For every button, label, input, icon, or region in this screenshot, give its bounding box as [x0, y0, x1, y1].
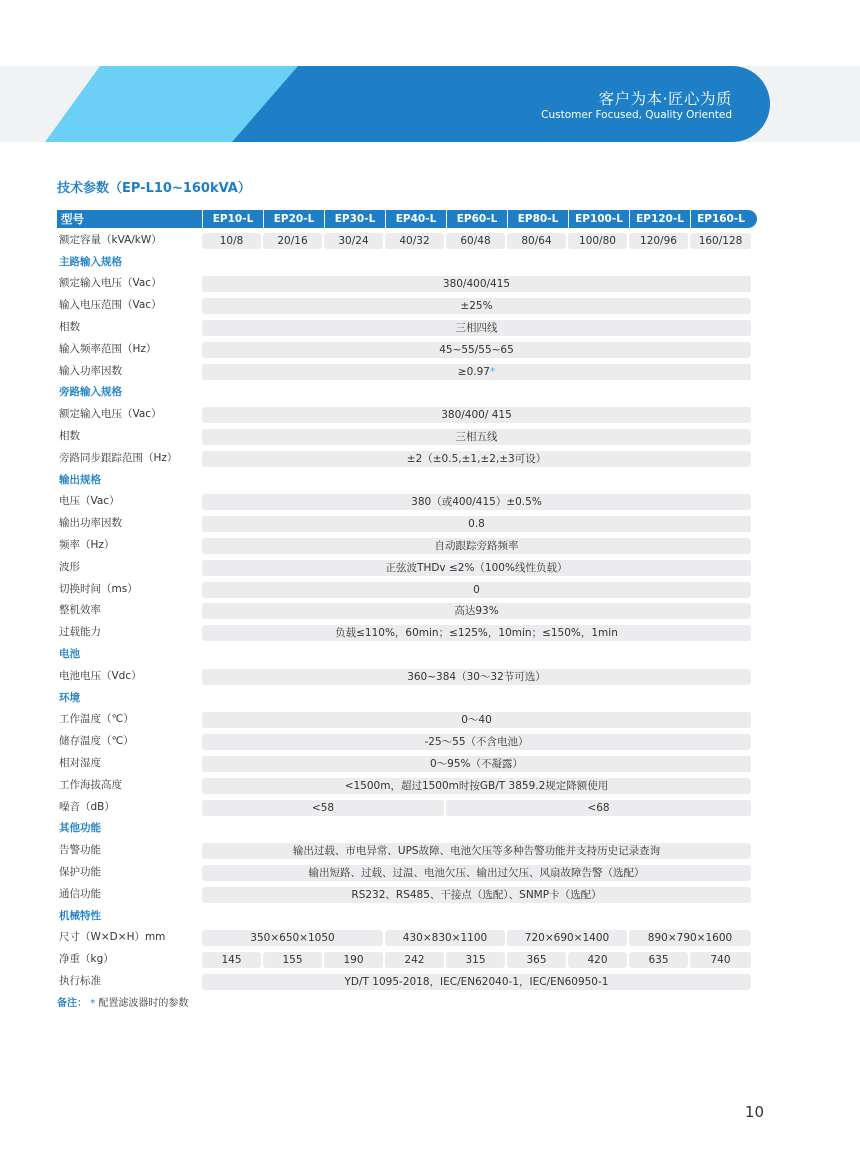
table-row: [57, 971, 757, 993]
model-header: EP10-L: [202, 210, 263, 228]
category-label: 主路输入规格: [59, 255, 122, 268]
row-label: 电压（Vac）: [59, 495, 120, 508]
row-label: 储存温度（℃）: [59, 735, 134, 748]
row-label: 整机效率: [59, 604, 101, 617]
row-label: 波形: [59, 560, 80, 573]
table-cell: 60/48: [446, 233, 505, 249]
table-cell: 430×830×1100: [385, 930, 505, 946]
banner-title: 客户为本·匠心为质: [598, 90, 732, 108]
category-row: [57, 644, 757, 666]
row-label: 净重（kg）: [59, 953, 114, 966]
table-row: [57, 317, 757, 339]
row-label: 额定输入电压（Vac）: [59, 408, 162, 421]
row-label: 相数: [59, 320, 80, 333]
table-cell: 190: [324, 952, 383, 968]
table-cell: 0.8: [202, 516, 751, 532]
table-cell: 三相五线: [202, 429, 751, 445]
table-cell: 120/96: [629, 233, 688, 249]
category-label: 其他功能: [59, 822, 101, 835]
table-cell: 380/400/ 415: [202, 407, 751, 423]
row-label: 通信功能: [59, 887, 101, 900]
row-label: 切换时间（ms）: [59, 582, 138, 595]
table-row: [57, 927, 757, 949]
table-cell: 360~384（30～32节可选）: [202, 669, 751, 685]
table-cell: 740: [690, 952, 751, 968]
section-title: 技术参数（EP-L10~160kVA）: [57, 181, 251, 196]
header-model-label: 型号: [61, 212, 84, 226]
table-cell: 20/16: [263, 233, 322, 249]
row-label: 输入电压范围（Vac）: [59, 299, 162, 312]
table-cell: 890×790×1600: [629, 930, 751, 946]
table-cell: 160/128: [690, 233, 751, 249]
table-cell: 720×690×1400: [507, 930, 627, 946]
row-label: 额定输入电压（Vac）: [59, 277, 162, 290]
model-header: EP160-L: [690, 210, 751, 228]
table-row: [57, 884, 757, 906]
row-label: 输出功率因数: [59, 517, 122, 530]
row-label: 过载能力: [59, 626, 101, 639]
table-cell: RS232、RS485、干接点（选配）、SNMP卡（选配）: [202, 887, 751, 903]
table-cell: 635: [629, 952, 688, 968]
banner-subtitle: Customer Focused, Quality Oriented: [541, 109, 732, 121]
table-cell: 负载≤110%，60min；≤125%，10min；≤150%，1min: [202, 625, 751, 641]
table-row: [57, 775, 757, 797]
category-label: 输出规格: [59, 473, 101, 486]
row-label: 额定容量（kVA/kW）: [59, 233, 162, 246]
table-cell: 45~55/55~65: [202, 342, 751, 358]
table-row: [57, 339, 757, 361]
table-cell: 155: [263, 952, 322, 968]
table-cell: 242: [385, 952, 444, 968]
table-row: [57, 295, 757, 317]
table-row: [57, 579, 757, 601]
table-cell: <58: [202, 800, 444, 816]
table-row: [57, 709, 757, 731]
table-cell: [202, 364, 751, 380]
table-cell: 80/64: [507, 233, 566, 249]
row-label: 电池电压（Vdc）: [59, 669, 142, 682]
table-row: [57, 557, 757, 579]
category-label: 环境: [59, 691, 80, 704]
page-number: 10: [744, 1103, 764, 1121]
category-row: [57, 818, 757, 840]
row-label: 相对湿度: [59, 756, 101, 769]
table-row: [57, 797, 757, 819]
table-row: [57, 361, 757, 383]
footnote-marker: *: [90, 998, 96, 1009]
category-row: [57, 470, 757, 492]
row-label: 保护功能: [59, 865, 101, 878]
row-label: 相数: [59, 429, 80, 442]
cell-value: ≥0.97: [457, 365, 490, 378]
category-label: 旁路输入规格: [59, 386, 122, 399]
table-header-row: [57, 208, 757, 230]
model-header: EP40-L: [385, 210, 446, 228]
footnote-marker: *: [489, 365, 496, 378]
row-label: 工作温度（℃）: [59, 713, 134, 726]
table-cell: 365: [507, 952, 566, 968]
category-label: 机械特性: [59, 909, 101, 922]
table-cell: -25～55（不含电池）: [202, 734, 751, 750]
table-cell: 420: [568, 952, 627, 968]
table-row: [57, 862, 757, 884]
row-label: 输入频率范围（Hz）: [59, 342, 157, 355]
table-row: [57, 535, 757, 557]
table-cell: 40/32: [385, 233, 444, 249]
model-header: EP120-L: [629, 210, 690, 228]
row-label: 执行标准: [59, 974, 101, 987]
category-row: [57, 382, 757, 404]
row-label: 噪音（dB）: [59, 800, 115, 813]
row-label: 告警功能: [59, 844, 101, 857]
row-label: 工作海拔高度: [59, 778, 122, 791]
model-header: EP60-L: [446, 210, 507, 228]
row-label: 频率（Hz）: [59, 538, 115, 551]
header-banner: [0, 66, 860, 142]
model-header: EP30-L: [324, 210, 385, 228]
table-cell: 输出过载、市电异常、UPS故障、电池欠压等多种告警功能并支持历史记录查询: [202, 843, 751, 859]
table-row: [57, 622, 757, 644]
category-row: [57, 688, 757, 710]
row-label: 旁路同步跟踪范围（Hz）: [59, 451, 178, 464]
table-cell: 315: [446, 952, 505, 968]
table-cell: 正弦波THDv ≤2%（100%线性负载）: [202, 560, 751, 576]
row-label: 输入功率因数: [59, 364, 122, 377]
table-row: [57, 731, 757, 753]
table-row: [57, 949, 757, 971]
table-cell: 三相四线: [202, 320, 751, 336]
table-row: [57, 491, 757, 513]
category-row: [57, 906, 757, 928]
row-label: 尺寸（W×D×H）mm: [59, 931, 166, 944]
table-row: [57, 753, 757, 775]
model-header: EP100-L: [568, 210, 629, 228]
table-cell: 0～40: [202, 712, 751, 728]
table-cell: <68: [446, 800, 751, 816]
footnote-text: 配置滤波器时的参数: [98, 998, 189, 1009]
table-cell: 30/24: [324, 233, 383, 249]
table-cell: 0: [202, 582, 751, 598]
table-cell: 100/80: [568, 233, 627, 249]
table-cell: 350×650×1050: [202, 930, 383, 946]
table-cell: 高达93%: [202, 603, 751, 619]
model-header: EP20-L: [263, 210, 324, 228]
table-row: [57, 404, 757, 426]
table-cell: 自动跟踪旁路频率: [202, 538, 751, 554]
table-row: [57, 273, 757, 295]
table-row: [57, 426, 757, 448]
category-label: 电池: [59, 647, 80, 660]
table-row: [57, 448, 757, 470]
table-cell: ±25%: [202, 298, 751, 314]
spec-table: [57, 208, 757, 993]
footnote-key: 备注：: [57, 998, 87, 1009]
table-cell: 380/400/415: [202, 276, 751, 292]
table-row: [57, 513, 757, 535]
footnote: [57, 994, 188, 1009]
table-row: [57, 666, 757, 688]
table-row: [57, 230, 757, 252]
table-cell: <1500m，超过1500m时按GB/T 3859.2规定降额使用: [202, 778, 751, 794]
table-cell: 10/8: [202, 233, 261, 249]
model-header: EP80-L: [507, 210, 568, 228]
table-cell: ±2（±0.5,±1,±2,±3可设）: [202, 451, 751, 467]
table-row: [57, 840, 757, 862]
table-row: [57, 600, 757, 622]
table-cell: YD/T 1095-2018，IEC/EN62040-1，IEC/EN60950-1: [202, 974, 751, 990]
table-cell: 145: [202, 952, 261, 968]
category-row: [57, 252, 757, 274]
table-cell: 输出短路、过载、过温、电池欠压、输出过欠压、风扇故障告警（选配）: [202, 865, 751, 881]
table-cell: 380（或400/415）±0.5%: [202, 494, 751, 510]
table-cell: 0～95%（不凝露）: [202, 756, 751, 772]
